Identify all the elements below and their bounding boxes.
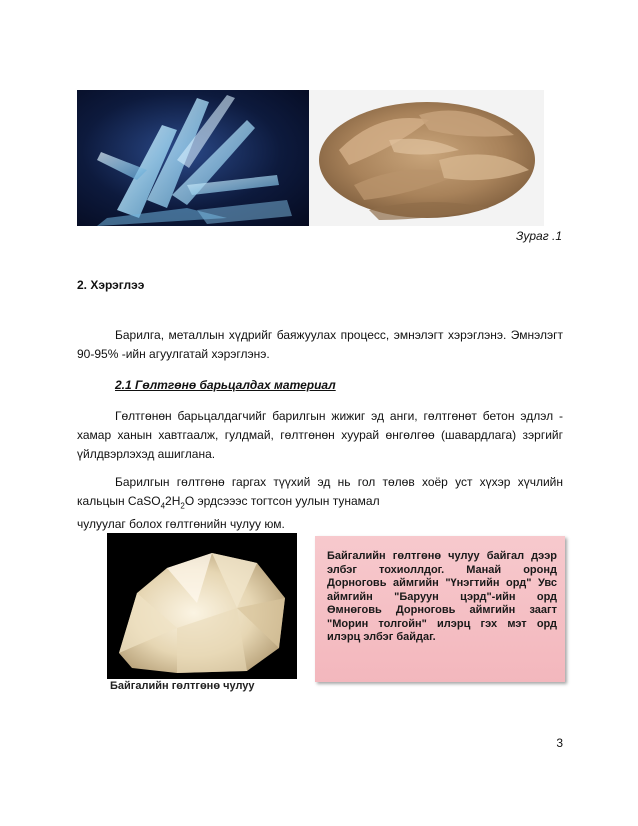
paragraph-raw-material-text-cont: эрдсэээс тогтсон уулын тунамал xyxy=(194,494,380,508)
chemical-formula: $CaSO_42H_2O$ xyxy=(127,494,195,511)
paragraph-binder xyxy=(77,407,563,464)
gypsum-crystal-illustration xyxy=(77,90,309,226)
paragraph-raw-material-text: Барилгын гөлтгөнө гаргах түүхий эд нь гол төлөв хоёр уст хүхэр хүчлийн кальцын xyxy=(77,475,563,508)
desert-rose-gypsum-photo xyxy=(309,90,544,226)
stone-caption: Байгалийн гөлтгөнө чулуу xyxy=(110,680,255,692)
figure-caption: Зураг .1 xyxy=(516,229,562,243)
natural-gypsum-stone-photo xyxy=(107,533,297,679)
paragraph-raw-material-text-end: чулуулаг болох гөлтгөнийн чулуу юм. xyxy=(77,517,285,532)
paragraph-binder-text: Гөлтгөнөн барьцалдагчийг барилгын жижиг эд анги, гөлтгөнөт бетон эдлэл - хамар ханын хавтгаалж, гулдмай, гөлтгөнөн хуурай өнгөлгөө (шавардлага) зэргийг үйлдвэрлэхэд ашиглана. xyxy=(77,409,563,461)
callout-text: Байгалийн гөлтгөнө чулуу байгал дээр элбэг тохиоллдог. Манай оронд Дорноговь аймгийн "Үнэгтийн орд" Увс аймгийн "Баруун цэрд"-ийн орд Өмнөговь Дорноговь аймгийн заагт "Морин толгойн" илэрц гэх мэт орд илэрц элбэг байдаг. xyxy=(327,550,557,643)
subsection-heading: 2.1 Гөлтгөнө барьцалдах материал xyxy=(115,378,336,392)
paragraph-usage xyxy=(77,326,563,364)
gypsum-stone-illustration xyxy=(107,533,297,679)
gypsum-crystal-photo xyxy=(77,90,309,226)
section-heading: 2. Хэрэглээ xyxy=(77,278,145,292)
page-number: 3 xyxy=(556,736,563,750)
desert-rose-illustration xyxy=(309,90,544,226)
paragraph-raw-material xyxy=(77,473,563,534)
info-callout-box xyxy=(315,536,565,682)
paragraph-usage-text: Барилга, металлын хүдрийг баяжуулах процесс, эмнэлэгт хэрэглэнэ. Эмнэлэгт 90-95% -ийн агуулгатай хэрэглэнэ. xyxy=(77,328,563,361)
